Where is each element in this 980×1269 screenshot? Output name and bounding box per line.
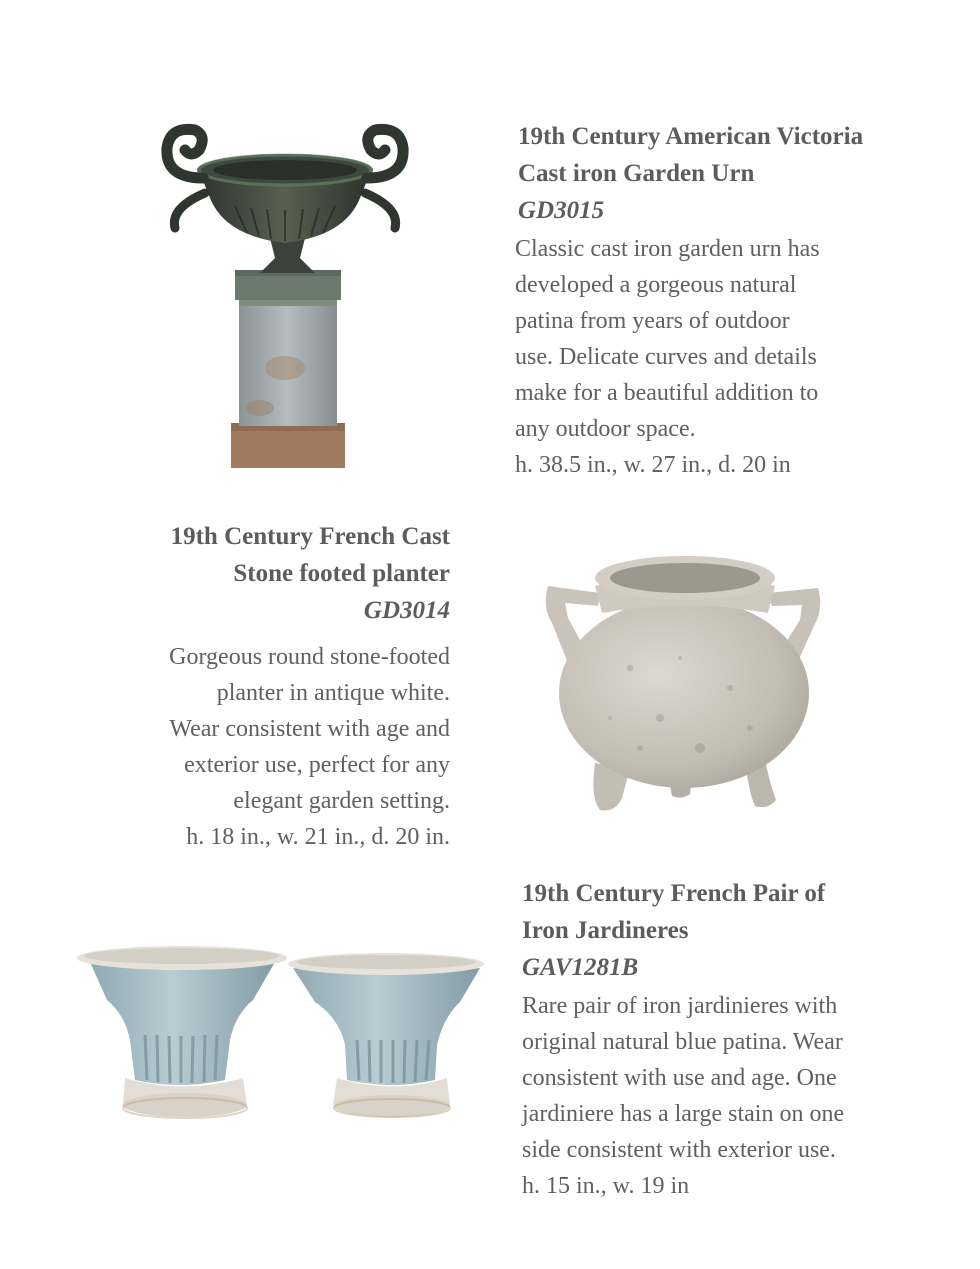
description-line: developed a gorgeous natural: [515, 272, 797, 298]
title-line: Cast iron Garden Urn: [518, 160, 755, 187]
product-planter-title: [90, 518, 450, 592]
description-line: Classic cast iron garden urn has: [515, 236, 820, 262]
stone-planter-image: [540, 548, 830, 818]
cast-iron-urn-image: [155, 118, 420, 473]
product-jardinieres-code: GAV1281B: [522, 954, 639, 981]
product-jardinieres-dimensions: h. 15 in., w. 19 in: [522, 1173, 690, 1199]
title-line: Iron Jardineres: [522, 917, 689, 944]
description-line: Wear consistent with age and: [169, 716, 450, 742]
product-urn-code: GD3015: [518, 197, 605, 224]
description-line: planter in antique white.: [216, 680, 450, 706]
title-line: Stone footed planter: [233, 560, 450, 587]
description-line: use. Delicate curves and details: [515, 344, 817, 370]
product-planter-description: [90, 639, 450, 819]
description-line: make for a beautiful addition to: [515, 380, 819, 406]
product-planter-code: GD3014: [363, 597, 450, 624]
title-line: 19th Century American Victoria: [518, 123, 864, 150]
description-line: consistent with use and age. One: [522, 1065, 837, 1091]
product-jardinieres-title: [522, 875, 952, 949]
product-jardinieres-text: [522, 875, 952, 1204]
description-line: exterior use, perfect for any: [184, 752, 450, 778]
description-line: side consistent with exterior use.: [522, 1137, 836, 1163]
product-jardinieres-description: [522, 988, 952, 1168]
description-line: Gorgeous round stone-footed: [169, 644, 450, 670]
product-urn-title: [515, 118, 935, 192]
description-line: patina from years of outdoor: [515, 308, 790, 334]
product-urn-text: [515, 118, 935, 483]
product-planter-text: [90, 518, 450, 855]
jardiniere-right: [288, 953, 484, 1117]
iron-jardinieres-image: [75, 940, 490, 1125]
jardiniere-left: [77, 946, 287, 1118]
title-line: 19th Century French Cast: [170, 523, 450, 550]
description-line: original natural blue patina. Wear: [522, 1029, 843, 1055]
product-urn-dimensions: h. 38.5 in., w. 27 in., d. 20 in: [515, 452, 791, 478]
description-line: elegant garden setting.: [233, 788, 450, 814]
description-line: any outdoor space.: [515, 416, 696, 442]
product-urn-description: [515, 231, 935, 447]
product-planter-dimensions: h. 18 in., w. 21 in., d. 20 in.: [186, 824, 450, 850]
description-line: Rare pair of iron jardinieres with: [522, 993, 838, 1019]
description-line: jardiniere has a large stain on one: [522, 1101, 845, 1127]
title-line: 19th Century French Pair of: [522, 880, 826, 907]
